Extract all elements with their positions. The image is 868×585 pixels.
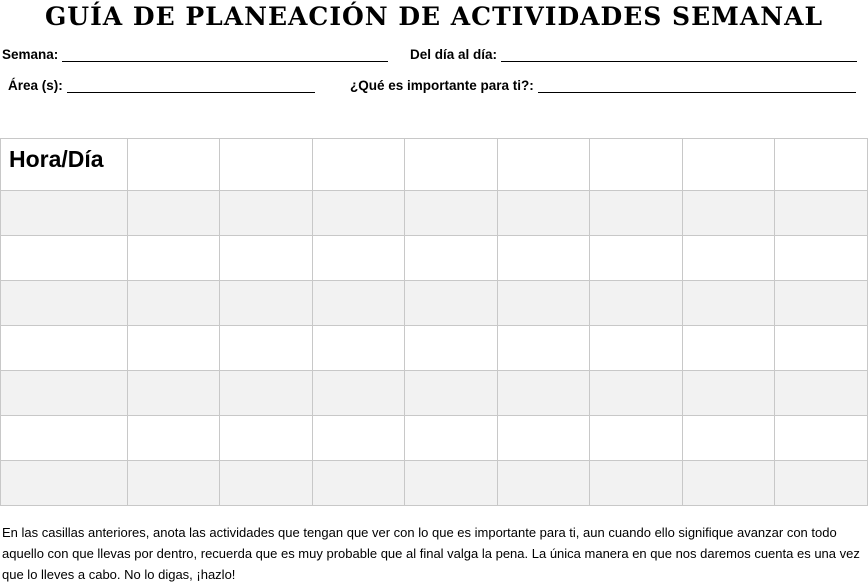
- field-semana-line[interactable]: [62, 49, 388, 62]
- activity-cell[interactable]: [498, 191, 590, 236]
- activity-cell[interactable]: [498, 461, 590, 506]
- planner-grid-body: [1, 139, 868, 506]
- day-header-cell[interactable]: [128, 139, 220, 191]
- activity-cell[interactable]: [498, 236, 590, 281]
- field-area-line[interactable]: [67, 80, 315, 93]
- grid-header-row: [1, 139, 868, 191]
- activity-cell[interactable]: [590, 371, 683, 416]
- activity-cell[interactable]: [128, 281, 220, 326]
- activity-cell[interactable]: [220, 326, 313, 371]
- field-del-dia[interactable]: [410, 47, 857, 62]
- grid-row: [1, 461, 868, 506]
- activity-cell[interactable]: [313, 326, 405, 371]
- field-del-dia-label: Del día al día:: [410, 47, 498, 62]
- grid-row: [1, 236, 868, 281]
- activity-cell[interactable]: [220, 236, 313, 281]
- activity-cell[interactable]: [220, 281, 313, 326]
- hour-cell[interactable]: [1, 236, 128, 281]
- activity-cell[interactable]: [128, 191, 220, 236]
- instructions-note: En las casillas anteriores, anota las actividades que tengan que ver con lo que es importante para ti, aun cuando ello signifique avanzar con todo aquello con que llevas por dentro, recuerda que es muy probable que al final valga la pena. La única manera en que nos daremos cuenta es una vez que lo lleves a cabo. No lo digas, ¡hazlo!: [2, 525, 860, 582]
- activity-cell[interactable]: [498, 326, 590, 371]
- activity-cell[interactable]: [220, 371, 313, 416]
- activity-cell[interactable]: [590, 191, 683, 236]
- grid-row: [1, 281, 868, 326]
- activity-cell[interactable]: [313, 281, 405, 326]
- activity-cell[interactable]: [128, 236, 220, 281]
- field-area-label: Área (s):: [8, 78, 63, 93]
- activity-cell[interactable]: [775, 371, 868, 416]
- activity-cell[interactable]: [590, 236, 683, 281]
- field-importante-line[interactable]: [538, 80, 856, 93]
- activity-cell[interactable]: [405, 461, 498, 506]
- activity-cell[interactable]: [590, 461, 683, 506]
- activity-cell[interactable]: [128, 326, 220, 371]
- hour-cell[interactable]: [1, 326, 128, 371]
- activity-cell[interactable]: [775, 281, 868, 326]
- field-importante[interactable]: [350, 78, 856, 93]
- activity-cell[interactable]: [220, 416, 313, 461]
- field-importante-label: ¿Qué es importante para ti?:: [350, 78, 534, 93]
- activity-cell[interactable]: [405, 236, 498, 281]
- activity-cell[interactable]: [128, 371, 220, 416]
- grid-row: [1, 371, 868, 416]
- activity-cell[interactable]: [683, 326, 775, 371]
- activity-cell[interactable]: [498, 416, 590, 461]
- activity-cell[interactable]: [683, 416, 775, 461]
- activity-cell[interactable]: [590, 281, 683, 326]
- hour-cell[interactable]: [1, 461, 128, 506]
- activity-cell[interactable]: [590, 416, 683, 461]
- activity-cell[interactable]: [775, 461, 868, 506]
- field-del-dia-line[interactable]: [501, 49, 857, 62]
- activity-cell[interactable]: [313, 416, 405, 461]
- grid-row: [1, 326, 868, 371]
- hora-dia-header: Hora/Día: [1, 139, 128, 191]
- activity-cell[interactable]: [220, 461, 313, 506]
- day-header-cell[interactable]: [220, 139, 313, 191]
- activity-cell[interactable]: [683, 461, 775, 506]
- activity-cell[interactable]: [405, 281, 498, 326]
- activity-cell[interactable]: [775, 326, 868, 371]
- activity-cell[interactable]: [683, 371, 775, 416]
- activity-cell[interactable]: [128, 461, 220, 506]
- activity-cell[interactable]: [405, 416, 498, 461]
- day-header-cell[interactable]: [683, 139, 775, 191]
- day-header-cell[interactable]: [405, 139, 498, 191]
- activity-cell[interactable]: [775, 416, 868, 461]
- day-header-cell[interactable]: [590, 139, 683, 191]
- activity-cell[interactable]: [313, 191, 405, 236]
- day-header-cell[interactable]: [498, 139, 590, 191]
- hour-cell[interactable]: [1, 191, 128, 236]
- activity-cell[interactable]: [405, 191, 498, 236]
- day-header-cell[interactable]: [775, 139, 868, 191]
- field-semana-label: Semana:: [2, 47, 59, 62]
- hour-cell[interactable]: [1, 281, 128, 326]
- field-semana[interactable]: [2, 47, 388, 62]
- activity-cell[interactable]: [498, 281, 590, 326]
- activity-cell[interactable]: [590, 326, 683, 371]
- activity-cell[interactable]: [313, 461, 405, 506]
- activity-cell[interactable]: [498, 371, 590, 416]
- field-area[interactable]: [8, 78, 315, 93]
- day-header-cell[interactable]: [313, 139, 405, 191]
- hour-cell[interactable]: [1, 371, 128, 416]
- activity-cell[interactable]: [405, 371, 498, 416]
- activity-cell[interactable]: [128, 416, 220, 461]
- grid-row: [1, 191, 868, 236]
- activity-cell[interactable]: [683, 236, 775, 281]
- hour-cell[interactable]: [1, 416, 128, 461]
- activity-cell[interactable]: [313, 371, 405, 416]
- grid-row: [1, 416, 868, 461]
- activity-cell[interactable]: [775, 191, 868, 236]
- activity-cell[interactable]: [775, 236, 868, 281]
- activity-cell[interactable]: [220, 191, 313, 236]
- activity-cell[interactable]: [313, 236, 405, 281]
- page-title: GUÍA DE PLANEACIÓN DE ACTIVIDADES SEMANAL: [44, 2, 824, 31]
- planner-grid: [0, 138, 868, 506]
- activity-cell[interactable]: [683, 281, 775, 326]
- activity-cell[interactable]: [405, 326, 498, 371]
- activity-cell[interactable]: [683, 191, 775, 236]
